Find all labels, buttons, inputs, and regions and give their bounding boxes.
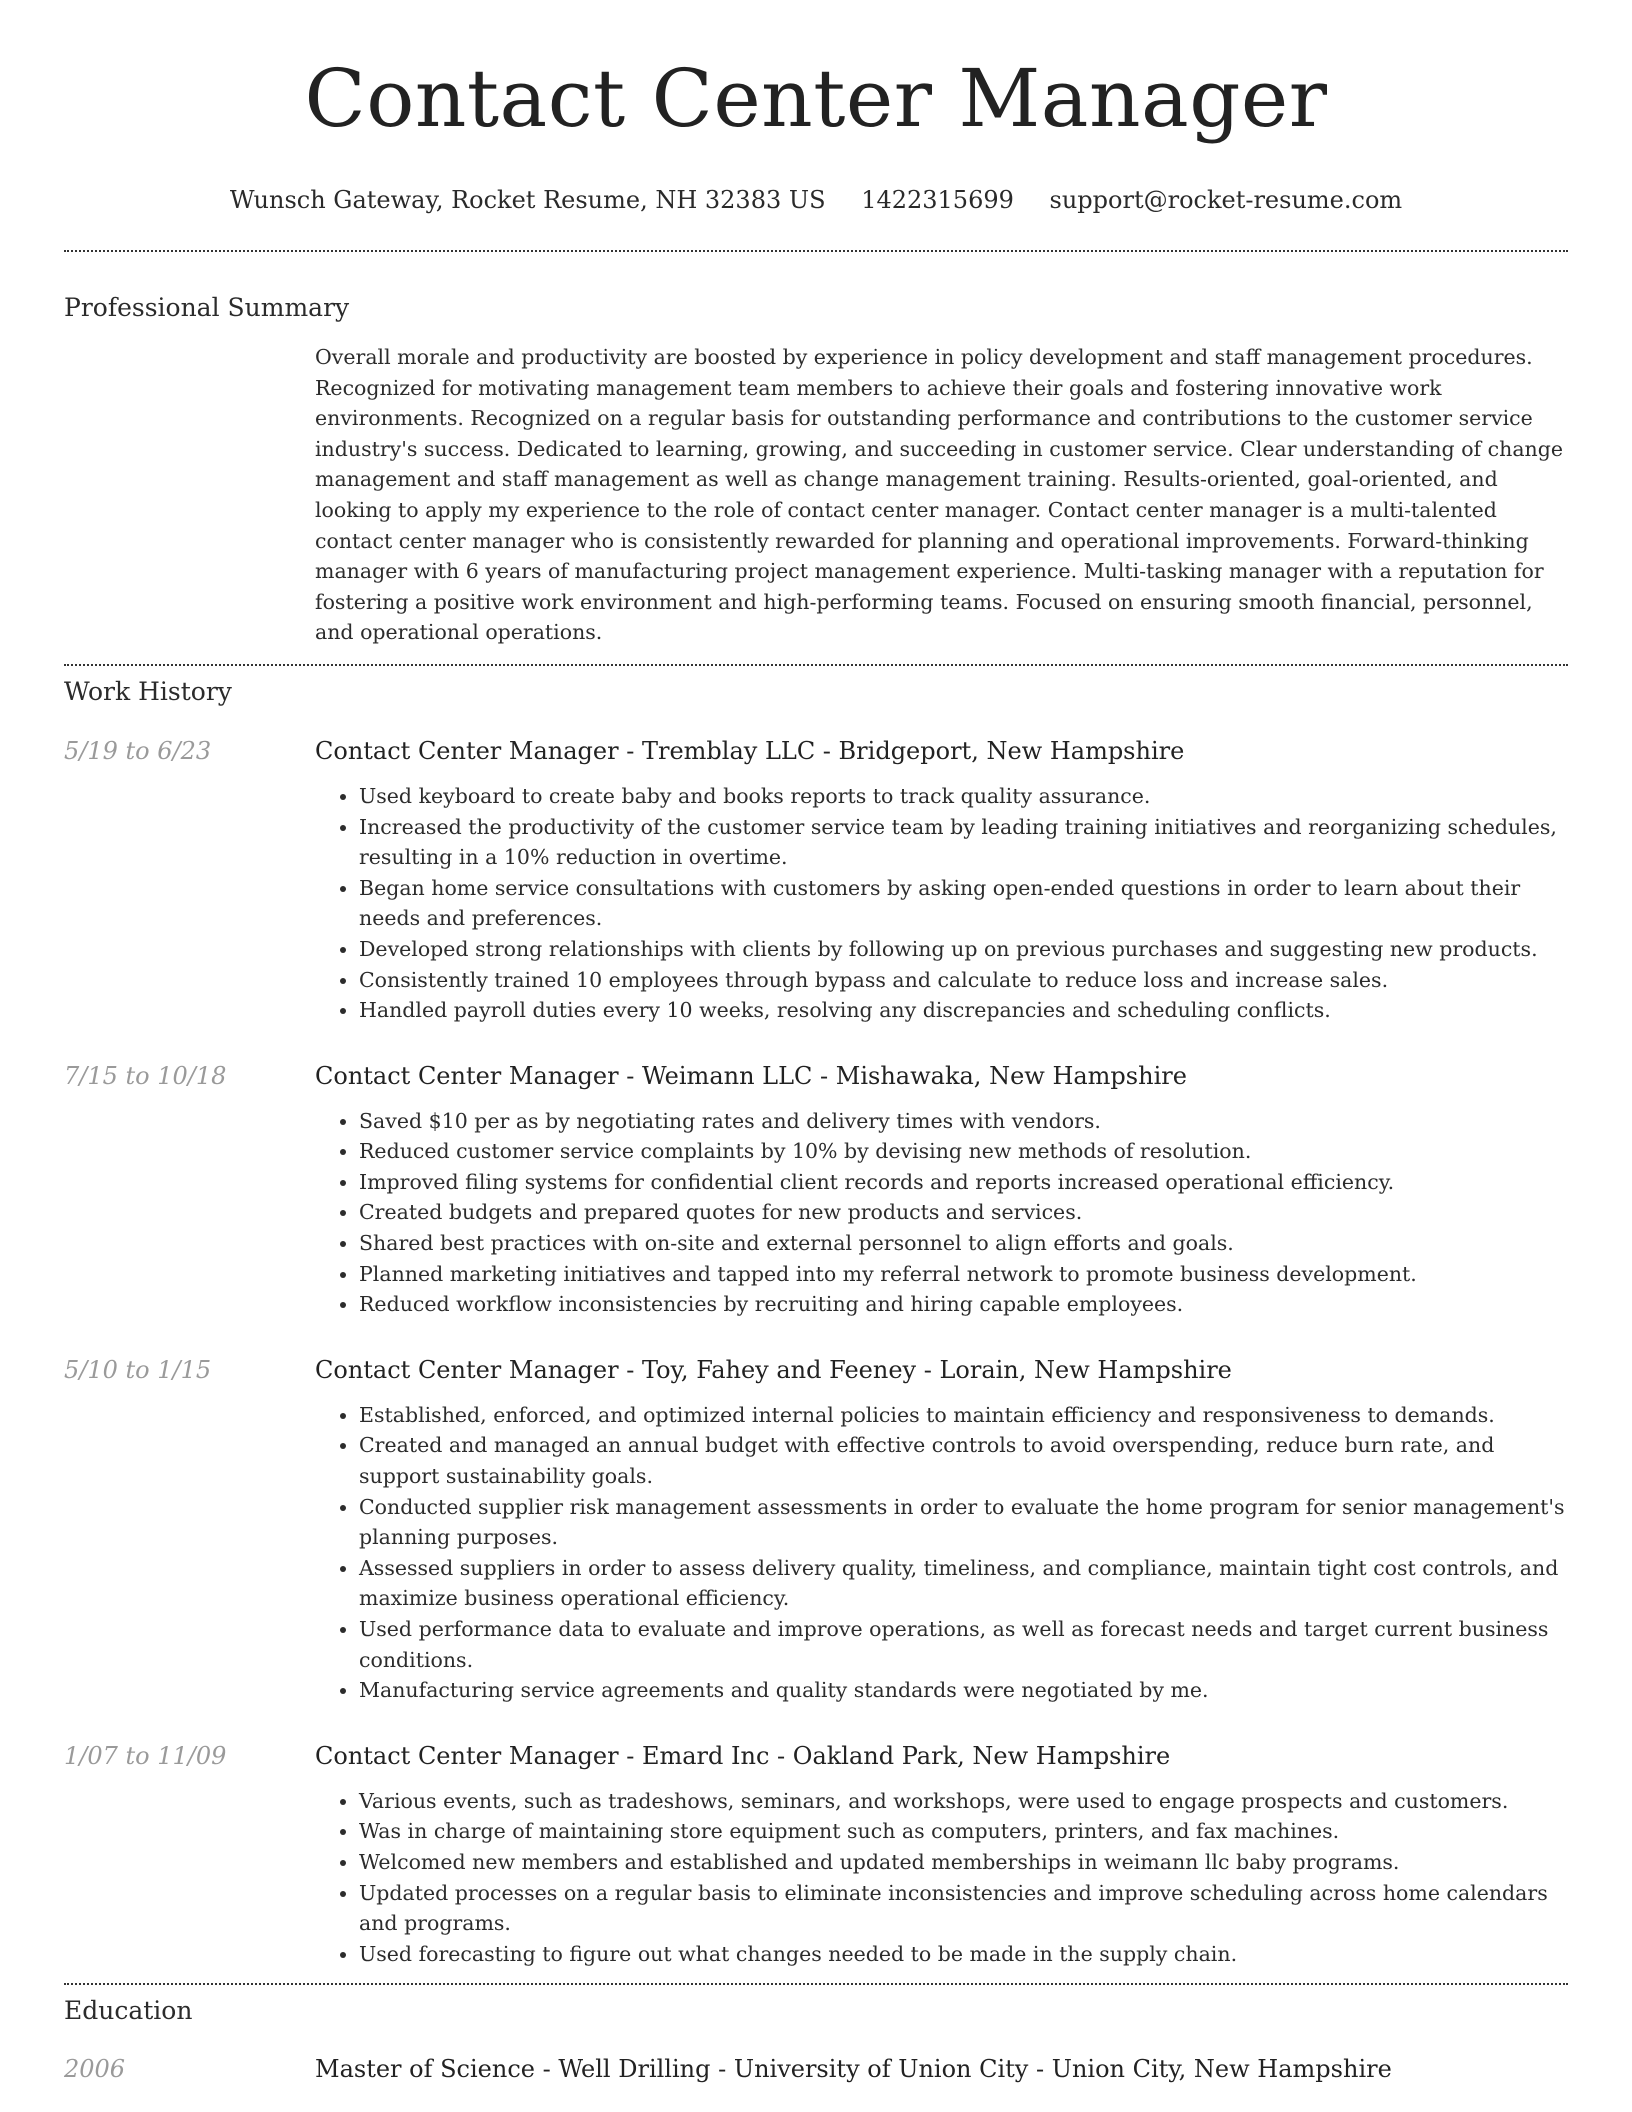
job-bullets	[315, 781, 1568, 1026]
work-history-section	[64, 676, 1568, 1969]
job-bullet: • Conducted supplier risk management assessments in order to evaluate the home program for senior management's planning purposes.	[359, 1492, 1568, 1553]
job-bullet: • Updated processes on a regular basis to eliminate inconsistencies and improve scheduling across home calendars and programs.	[359, 1878, 1568, 1939]
job-bullet: • Manufacturing service agreements and quality standards were negotiated by me.	[359, 1675, 1568, 1706]
job-bullets	[315, 1786, 1568, 1970]
job-date: 1/07 to 11/09	[64, 1741, 227, 1770]
education-section	[64, 1995, 1568, 2085]
job-bullet: • Created and managed an annual budget with effective controls to avoid overspending, reduce burn rate, and support sustainability goals.	[359, 1430, 1568, 1491]
job-bullet: • Improved filing systems for confidential client records and reports increased operational efficiency.	[359, 1167, 1568, 1198]
job-bullet: • Reduced workflow inconsistencies by recruiting and hiring capable employees.	[359, 1289, 1568, 1320]
job-bullet: • Used forecasting to figure out what changes needed to be made in the supply chain.	[359, 1939, 1568, 1970]
job-title: Contact Center Manager - Emard Inc - Oakland Park, New Hampshire	[315, 1741, 1171, 1770]
job-date: 7/15 to 10/18	[64, 1061, 227, 1090]
summary-section	[64, 292, 1568, 648]
resume-header	[64, 0, 1568, 216]
job-bullet: • Developed strong relationships with clients by following up on previous purchases and suggesting new products.	[359, 934, 1568, 965]
job-bullet: • Saved $10 per as by negotiating rates and delivery times with vendors.	[359, 1106, 1568, 1137]
job-bullet: • Handled payroll duties every 10 weeks, resolving any discrepancies and scheduling conflicts.	[359, 995, 1568, 1026]
job-bullet: • Was in charge of maintaining store equipment such as computers, printers, and fax machines.	[359, 1816, 1568, 1847]
job-date: 5/10 to 1/15	[64, 1355, 212, 1384]
resume-name: Contact Center Manager	[304, 52, 1328, 145]
job-bullet: • Assessed suppliers in order to assess delivery quality, timeliness, and compliance, maintain tight cost controls, and maximize business operational efficiency.	[359, 1553, 1568, 1614]
contact-line	[64, 184, 1568, 216]
summary-text: Overall morale and productivity are boosted by experience in policy development and staff management procedures. Recognized for motivating management team members to achieve their goals and fostering innovative work environments. Recognized on a regular basis for outstanding performance and contributions to the customer service industry's success. Dedicated to learning, growing, and succeeding in customer service. Clear understanding of change management and staff management as well as change management training. Results-oriented, goal-oriented, and looking to apply my experience to the role of contact center manager. Contact center manager is a multi-talented contact center manager who is consistently rewarded for planning and operational improvements. Forward-thinking manager with 6 years of manufacturing project management experience. Multi-tasking manager with a reputation for fostering a positive work environment and high-performing teams. Focused on ensuring smooth financial, personnel, and operational operations.	[315, 345, 1563, 645]
work-history-heading: Work History	[64, 676, 232, 706]
job-bullet: • Used performance data to evaluate and improve operations, as well as forecast needs and target current business conditions.	[359, 1614, 1568, 1675]
contact-address: Wunsch Gateway, Rocket Resume, NH 32383 US	[229, 186, 826, 214]
job-bullet: • Planned marketing initiatives and tapped into my referral network to promote business development.	[359, 1259, 1568, 1290]
job-title: Contact Center Manager - Toy, Fahey and Feeney - Lorain, New Hampshire	[315, 1355, 1232, 1384]
job-entry	[64, 1060, 1568, 1320]
summary-heading: Professional Summary	[64, 293, 350, 322]
education-date: 2006	[64, 2055, 126, 2084]
job-bullet: • Shared best practices with on-site and external personnel to align efforts and goals.	[359, 1228, 1568, 1259]
job-bullet: • Established, enforced, and optimized internal policies to maintain efficiency and responsiveness to demands.	[359, 1400, 1568, 1431]
job-bullet: • Increased the productivity of the customer service team by leading training initiatives and reorganizing schedules, resulting in a 10% reduction in overtime.	[359, 812, 1568, 873]
work-divider	[64, 1983, 1568, 1985]
job-bullet: • Welcomed new members and established and updated memberships in weimann llc baby programs.	[359, 1847, 1568, 1878]
contact-phone: 1422315699	[861, 186, 1014, 214]
summary-divider	[64, 664, 1568, 666]
job-bullet: • Consistently trained 10 employees through bypass and calculate to reduce loss and increase sales.	[359, 965, 1568, 996]
job-bullet: • Used keyboard to create baby and books reports to track quality assurance.	[359, 781, 1568, 812]
education-entry	[64, 2053, 1568, 2085]
job-entry	[64, 1740, 1568, 1970]
job-bullets	[315, 1106, 1568, 1320]
job-date: 5/19 to 6/23	[64, 736, 212, 765]
job-bullet: • Reduced customer service complaints by 10% by devising new methods of resolution.	[359, 1136, 1568, 1167]
job-title: Contact Center Manager - Tremblay LLC - Bridgeport, New Hampshire	[315, 736, 1185, 765]
job-entry	[64, 1354, 1568, 1706]
header-divider	[64, 250, 1568, 252]
education-heading: Education	[64, 1996, 193, 2026]
job-bullet: • Began home service consultations with customers by asking open-ended questions in order to learn about their needs and preferences.	[359, 873, 1568, 934]
job-bullet: • Created budgets and prepared quotes for new products and services.	[359, 1197, 1568, 1228]
education-title: Master of Science - Well Drilling - University of Union City - Union City, New Hampshire	[315, 2055, 1392, 2084]
resume-page	[64, 0, 1568, 2085]
job-bullet: • Various events, such as tradeshows, seminars, and workshops, were used to engage prospects and customers.	[359, 1786, 1568, 1817]
job-entry	[64, 735, 1568, 1026]
job-bullets	[315, 1400, 1568, 1706]
job-title: Contact Center Manager - Weimann LLC - Mishawaka, New Hampshire	[315, 1061, 1187, 1090]
contact-email: support@rocket-resume.com	[1049, 186, 1403, 214]
